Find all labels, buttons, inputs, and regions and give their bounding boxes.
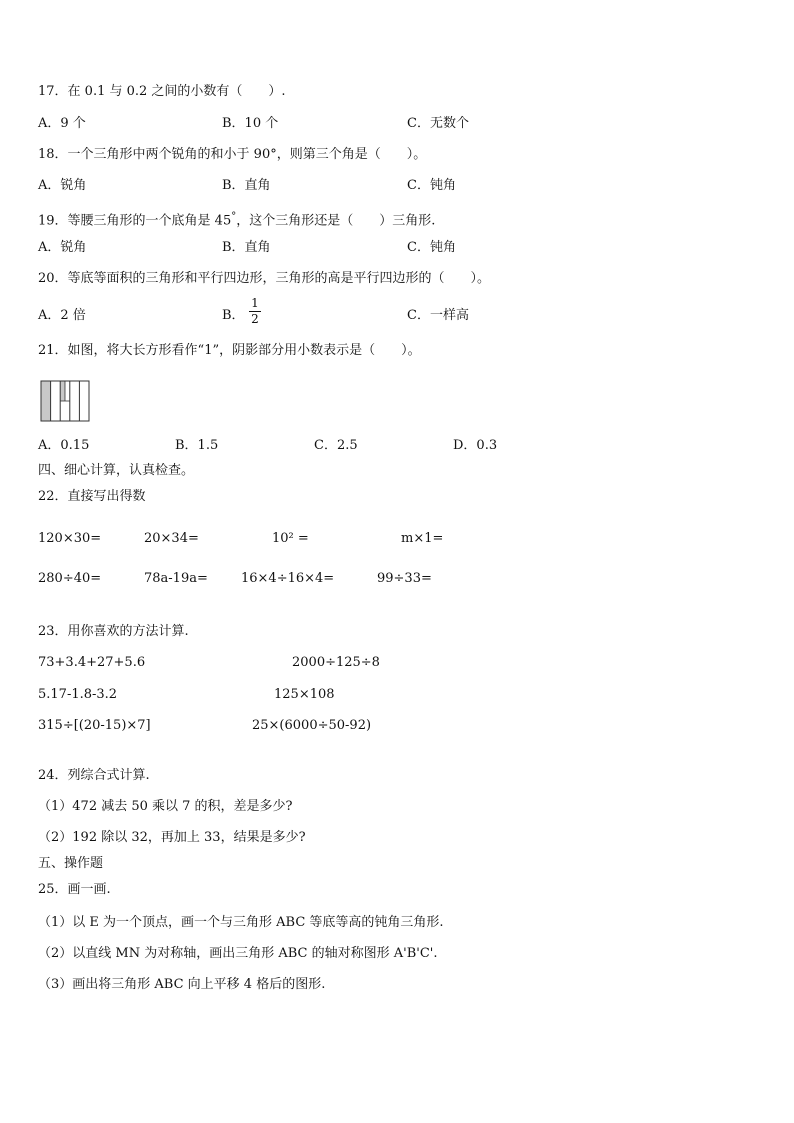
q22-item: 78a-19a= [144,571,208,586]
q20-stem: 20．等底等面积的三角形和平行四边形，三角形的高是平行四边形的（ ）。 [38,271,491,286]
q22-item: 20×34= [144,531,199,546]
q23-item: 25×(6000÷50-92) [252,718,372,733]
q24-stem: 24．列综合式计算. [38,768,150,783]
q21-shaded-column [41,381,51,421]
q22-item: m×1= [401,531,444,546]
q19-degree: ° [231,211,237,222]
q20-option-c: C．一样高 [407,308,469,323]
q21-option-b: B．1.5 [175,438,219,453]
q19-stem [38,209,435,229]
q22-item: 280÷40= [38,571,102,586]
q19-option-c: C．钝角 [407,240,456,255]
q21-option-a: A．0.15 [38,438,90,453]
q21-option-c: C．2.5 [314,438,358,453]
q22-item: 120×30= [38,531,102,546]
q18-option-a: A．锐角 [38,178,87,193]
q22-item: 99÷33= [377,571,432,586]
q23-item: 125×108 [274,687,335,702]
q19-stem-before: 19．等腰三角形的一个底角是 45 [38,213,232,229]
q24-part-2: （2）192 除以 32，再加上 33，结果是多少? [38,830,306,845]
q18-option-c: C．钝角 [407,178,456,193]
q23-item: 315÷[(20-15)×7] [38,718,151,733]
q25-part-3: （3）画出将三角形 ABC 向上平移 4 格后的图形. [38,977,326,992]
q25-stem: 25．画一画. [38,882,111,897]
q17-stem: 17．在 0.1 与 0.2 之间的小数有（ ）. [38,84,286,99]
q21-shaded-half-column [60,381,65,401]
q23-item: 73+3.4+27+5.6 [38,655,146,670]
fraction-numerator: 1 [251,296,259,310]
q23-item: 5.17-1.8-3.2 [38,687,118,702]
q19-option-a: A．锐角 [38,240,87,255]
q21-option-d: D．0.3 [453,438,498,453]
q22-stem: 22．直接写出得数 [38,489,146,504]
q20-option-b: B． [222,308,245,323]
q22-item: 16×4÷16×4= [241,571,335,586]
q25-part-2: （2）以直线 MN 为对称轴，画出三角形 ABC 的轴对称图形 A'B'C'. [38,946,438,961]
q20-option-b-fraction [247,297,263,326]
q20-option-a: A．2 倍 [38,308,86,323]
section-4-heading: 四、细心计算，认真检查。 [38,463,195,478]
q25-part-1: （1）以 E 为一个顶点，画一个与三角形 ABC 等底等高的钝角三角形. [38,915,444,930]
q23-stem: 23．用你喜欢的方法计算. [38,624,189,639]
section-5-heading: 五、操作题 [38,856,104,871]
q19-stem-after: ，这个三角形还是（ ）三角形. [236,213,436,229]
q21-rectangle-figure [40,380,94,422]
q17-option-c: C．无数个 [407,116,469,131]
q21-stem: 21．如图，将大长方形看作“1”，阴影部分用小数表示是（ ）。 [38,343,421,358]
q17-option-a: A．9 个 [38,116,86,131]
q19-option-b: B．直角 [222,240,271,255]
q23-item: 2000÷125÷8 [292,655,380,670]
q18-stem: 18．一个三角形中两个锐角的和小于 90°，则第三个角是（ ）。 [38,147,427,162]
q18-option-b: B．直角 [222,178,271,193]
q17-option-b: B．10 个 [222,116,279,131]
q24-part-1: （1）472 减去 50 乘以 7 的积，差是多少? [38,799,293,814]
q22-item: 10² = [272,531,309,546]
fraction-denominator: 2 [251,312,259,326]
